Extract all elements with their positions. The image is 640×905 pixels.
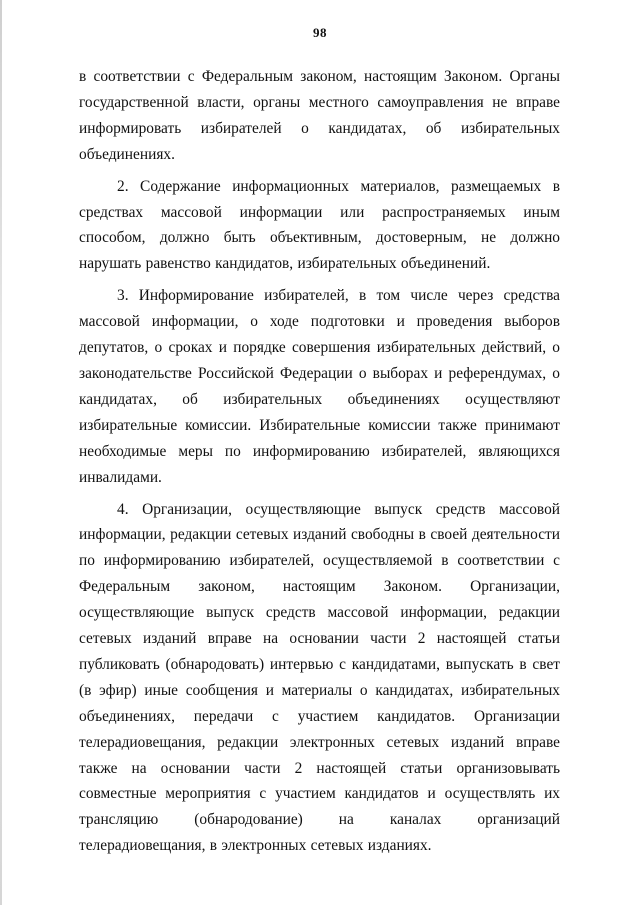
document-body [79, 64, 560, 865]
paragraph-item-3: 3. Информирование избирателей, в том числе через средства массовой информации, о ходе подготовки и проведения выборов депутатов, о сроках и порядке совершения избирательных действий, о законодательстве Российской Федерации о выборах и референдумах, о кандидатах, об избирательных объединениях осуществляют избирательные комиссии. Избирательные комиссии также принимают необходимые меры по информированию избирателей, являющихся инвалидами. [79, 287, 560, 486]
paragraph-item-4: 4. Организации, осуществляющие выпуск средств массовой информации, редакции сетевых изданий свободны в своей деятельности по информированию избирателей, осуществляемой в соответствии с Федеральным законом, настоящим Законом. Организации, осуществляющие выпуск средств массовой информации, редакции сетевых изданий вправе на основании части 2 настоящей статьи публиковать (обнародовать) интервью с кандидатами, выпускать в свет (в эфир) иные сообщения и материалы о кандидатах, избирательных объединениях, передачи с участием кандидатов. Организации телерадиовещания, редакции электронных сетевых изданий вправе также на основании части 2 настоящей статьи организовывать совместные мероприятия с участием кандидатов и осуществлять их трансляцию (обнародование) на каналах организаций телерадиовещания, в электронных сетевых изданиях. [79, 500, 560, 855]
scan-edge [0, 0, 2, 905]
page-number: 98 [313, 25, 327, 40]
paragraph-continuation: в соответствии с Федеральным законом, настоящим Законом. Органы государственной власти, органы местного самоуправления не вправе информировать избирателей о кандидатах, об избирательных объединениях. [79, 68, 560, 163]
paragraph-item-2: 2. Содержание информационных материалов, размещаемых в средствах массовой информации или распространяемых иным способом, должно быть объективным, достоверным, не должно нарушать равенство кандидатов, избирательных объединений. [79, 177, 560, 273]
